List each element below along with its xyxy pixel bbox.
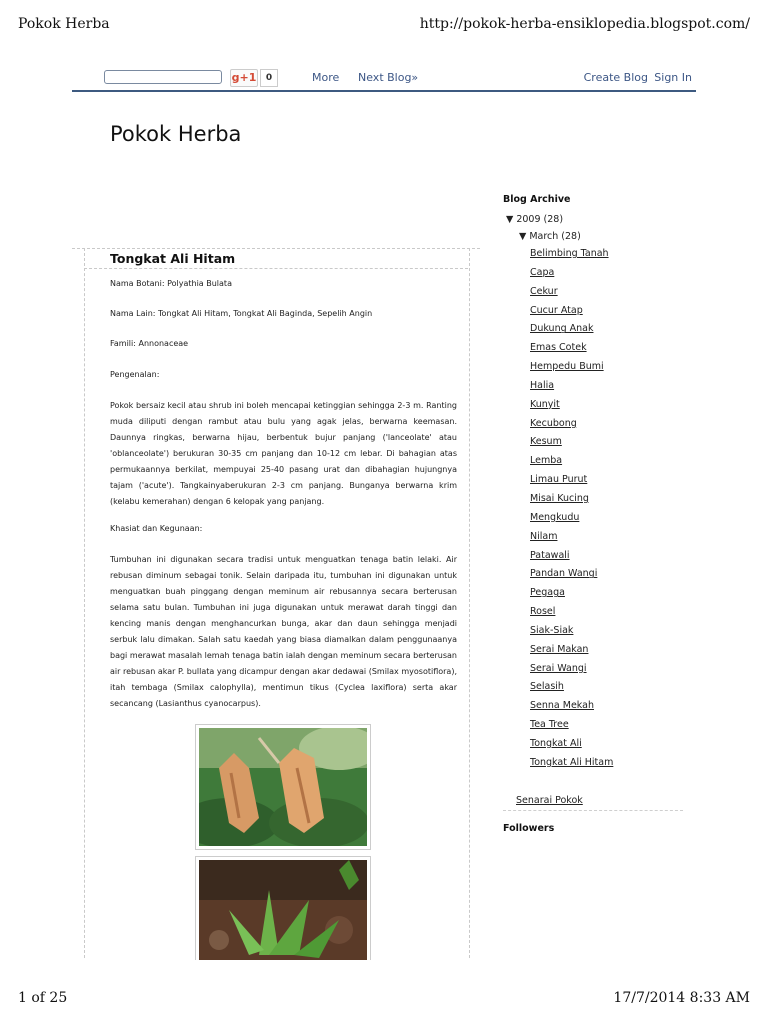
archive-month-march[interactable]: ▼ March (28) <box>519 231 581 242</box>
archive-post-link[interactable]: Siak-Siak <box>530 624 574 636</box>
followers-heading: Followers <box>503 823 555 834</box>
navbar-search-input[interactable] <box>104 70 222 84</box>
archive-post-link[interactable]: Rosel <box>530 606 556 618</box>
google-plus-one-button[interactable]: g+1 <box>230 69 258 87</box>
archive-year-2009[interactable]: ▼ 2009 (28) <box>506 214 564 225</box>
archive-post-list <box>530 246 613 774</box>
archive-post-link[interactable]: Tongkat Ali Hitam <box>530 756 614 768</box>
nama-lain: Nama Lain: Tongkat Ali Hitam, Tongkat Ali Baginda, Sepelih Angin <box>110 309 373 318</box>
archive-post-link[interactable]: Selasih <box>530 681 564 693</box>
famili: Famili: Annonaceae <box>110 339 189 348</box>
pengenalan-heading: Pengenalan: <box>110 370 160 379</box>
sidebar-divider <box>503 810 683 811</box>
navbar-sign-in-link[interactable]: Sign In <box>654 71 692 84</box>
archive-post-link[interactable]: Capa <box>530 266 555 278</box>
archive-post-link[interactable]: Tongkat Ali <box>530 737 582 749</box>
khasiat-paragraph: Tumbuhan ini digunakan secara tradisi untuk menguatkan tenaga batin lelaki. Air rebusan diminum sebagai tonik. Selain daripada itu, tumbuhan ini digunakan untuk menguatkan buah pinggang dengan meminum air rebusannya secara berterusan selama satu bulan. Tumbuhan ini juga digunakan untuk merawat darah tinggi dan kencing manis dengan menghancurkan bunga, akar dan daun sehingga menjadi serbuk lalu dimakan. Salah satu kaedah yang biasa diamalkan dalam penggunaanya bagi merawat masalah lemah tenaga batin ialah dengan meminum secara berterusan air rebusan akar P. bullata yang dicampur dengan akar dedawai (Smilax myosotiflora), itah tembaga (Smilax calophylla), mentimun tikus (Cyclea laxiflora) serta akar secancang (Lasianthus cyanocarpus). <box>110 555 457 708</box>
flower-photo-image <box>199 728 367 846</box>
blogger-navbar <box>72 66 696 92</box>
google-plus-count: 0 <box>260 69 278 87</box>
leaf-photo-image <box>199 860 367 960</box>
archive-post-link[interactable]: Limau Purut <box>530 474 588 486</box>
navbar-next-blog-link[interactable]: Next Blog» <box>358 71 419 84</box>
navbar-more-link[interactable]: More <box>312 71 340 84</box>
archive-post-link[interactable]: Tea Tree <box>530 719 569 731</box>
print-header-title: Pokok Herba <box>18 16 110 32</box>
senarai-pokok-link[interactable]: Senarai Pokok <box>516 795 583 806</box>
archive-post-link[interactable]: Kunyit <box>530 398 560 410</box>
archive-post-link[interactable]: Cucur Atap <box>530 304 583 316</box>
blog-archive-heading: Blog Archive <box>503 194 571 205</box>
archive-post-link[interactable]: Kesum <box>530 436 562 448</box>
archive-post-link[interactable]: Cekur <box>530 285 558 297</box>
archive-post-link[interactable]: Mengkudu <box>530 511 580 523</box>
archive-post-link[interactable]: Emas Cotek <box>530 342 587 354</box>
archive-post-link[interactable]: Nilam <box>530 530 558 542</box>
archive-post-link[interactable]: Senna Mekah <box>530 700 594 712</box>
archive-post-link[interactable]: Halia <box>530 379 555 391</box>
archive-post-link[interactable]: Kecubong <box>530 417 577 429</box>
archive-post-link[interactable]: Misai Kucing <box>530 492 589 504</box>
print-datetime: 17/7/2014 8:33 AM <box>613 990 750 1006</box>
blog-title[interactable]: Pokok Herba <box>110 122 242 146</box>
navbar-create-blog-link[interactable]: Create Blog <box>583 71 648 84</box>
leaf-photo[interactable] <box>195 856 371 960</box>
archive-post-link[interactable]: Lemba <box>530 455 563 467</box>
post-title[interactable]: Tongkat Ali Hitam <box>110 251 236 266</box>
flower-photo[interactable] <box>195 724 371 850</box>
archive-post-link[interactable]: Pandan Wangi <box>530 568 598 580</box>
nama-botani: Nama Botani: Polyathia Bulata <box>110 279 232 288</box>
archive-post-link[interactable]: Hempedu Bumi <box>530 361 604 373</box>
archive-post-link[interactable]: Serai Wangi <box>530 662 587 674</box>
archive-post-link[interactable]: Belimbing Tanah <box>530 248 609 259</box>
pengenalan-paragraph: Pokok bersaiz kecil atau shrub ini boleh mencapai ketinggian sehingga 2-3 m. Ranting muda diliputi dengan rambut atau bulu yang agak jelas, berwarna keemasan. Daunnya ringkas, berwarna hijau, berbentuk bujur panjang ('lanceolate' atau 'oblanceolate') berukuran 30-35 cm panjang dan 10-12 cm lebar. Di bahagian atas permukaannya berkilat, mempuyai 25-40 pasang urat dan dibahagian hujungnya tajam ('acute'). Tangkainyaberukuran 2-3 cm panjang. Bunganya berwarna krim (kelabu kemerahan) dengan 6 kelopak yang panjang. <box>110 401 457 506</box>
post-title-divider <box>84 268 468 269</box>
print-page-number: 1 of 25 <box>18 990 68 1006</box>
khasiat-heading: Khasiat dan Kegunaan: <box>110 524 203 533</box>
archive-post-link[interactable]: Dukung Anak <box>530 323 594 335</box>
print-header-url[interactable]: http://pokok-herba-ensiklopedia.blogspot.com/ <box>419 16 750 32</box>
archive-post-link[interactable]: Pegaga <box>530 587 565 599</box>
archive-post-link[interactable]: Serai Makan <box>530 643 589 655</box>
archive-post-link[interactable]: Patawali <box>530 549 570 561</box>
